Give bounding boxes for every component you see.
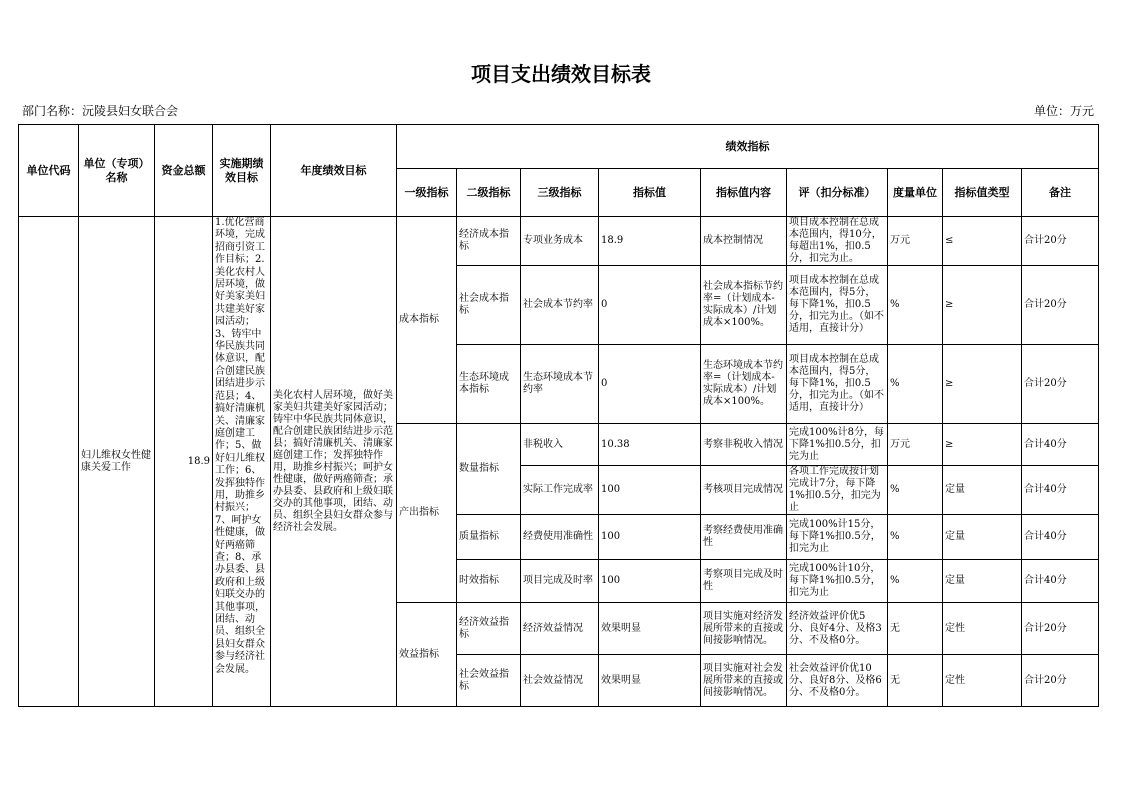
content-cell: 生态环境成本节约率=（计划成本-实际成本）/计划成本×100%。 [701,345,787,424]
level1-cost: 成本指标 [397,217,457,424]
content-cell: 考核项目完成情况 [701,466,787,515]
header-value: 指标值 [599,169,701,217]
remark-cell: 合计20分 [1022,266,1099,345]
measure-unit-cell: 万元 [888,424,943,466]
remark-cell: 合计40分 [1022,424,1099,466]
content-cell: 成本控制情况 [701,217,787,266]
level2-cell: 社会效益指标 [457,655,521,707]
level3-cell: 项目完成及时率 [521,560,599,603]
level2-cell: 经济效益指标 [457,603,521,655]
header-annual-goal: 年度绩效目标 [271,125,397,217]
scoring-cell: 完成100%计15分，每下降1%扣0.5分，扣完为止 [787,515,888,560]
level3-cell: 实际工作完成率 [521,466,599,515]
content-cell: 社会成本指标节约率=（计划成本-实际成本）/计划成本×100%。 [701,266,787,345]
value-type-cell: 定量 [943,560,1022,603]
level3-cell: 专项业务成本 [521,217,599,266]
measure-unit-cell: 万元 [888,217,943,266]
content-cell: 考察项目完成及时性 [701,560,787,603]
remark-cell: 合计40分 [1022,560,1099,603]
header-period-goal: 实施期绩效目标 [213,125,271,217]
remark-cell: 合计20分 [1022,217,1099,266]
content-cell: 项目实施对经济发展所带来的直接或间接影响情况。 [701,603,787,655]
measure-unit-cell: % [888,266,943,345]
level2-cell: 经济成本指标 [457,217,521,266]
content-cell: 考察经费使用准确性 [701,515,787,560]
value-cell: 100 [599,466,701,515]
header-remark: 备注 [1022,169,1099,217]
table-row [19,217,1099,266]
scoring-cell: 项目成本控制在总成本范围内，得5分，每下降1%，扣0.5分，扣完为止。（如不适用，直接计分） [787,345,888,424]
value-cell: 10.38 [599,424,701,466]
level1-output: 产出指标 [397,424,457,603]
measure-unit-cell: 无 [888,603,943,655]
scoring-cell: 各项工作完成按计划完成计7分，每下降1%扣0.5分，扣完为止 [787,466,888,515]
measure-unit-cell: % [888,560,943,603]
remark-cell: 合计40分 [1022,466,1099,515]
remark-cell: 合计20分 [1022,603,1099,655]
remark-cell: 合计20分 [1022,345,1099,424]
scoring-cell: 项目成本控制在总成本范围内，得5分，每下降1%，扣0.5分，扣完为止。（如不适用，直接计分） [787,266,888,345]
level2-cell: 质量指标 [457,515,521,560]
level3-cell: 经济效益情况 [521,603,599,655]
header-unit-name: 单位（专项）名称 [79,125,155,217]
unit-name-cell: 妇儿维权女性健康关爱工作 [79,217,155,707]
period-goal-cell: 1.优化营商环境，完成招商引资工作目标；2.美化农村人居环境，做好美家美妇共建美好家园活动；3、铸牢中华民族共同体意识，配合创建民族团结进步示范县；4、搞好清廉机关、清廉家庭创建工作；5、做好妇儿维权工作；6、发挥独特作用，助推乡村振兴；7、呵护女性健康，做好两癌筛查；8、承办县委、县政府和上级妇联交办的其他事项，团结、动员、组织全县妇女群众参与经济社会发展。 [213,217,271,707]
value-cell: 100 [599,560,701,603]
level3-cell: 非税收入 [521,424,599,466]
level2-cell: 社会成本指标 [457,266,521,345]
scoring-cell: 社会效益评价优10分、良好8分、及格6分、不及格0分。 [787,655,888,707]
value-cell: 100 [599,515,701,560]
measure-unit-cell: % [888,345,943,424]
value-cell: 0 [599,266,701,345]
page-title: 项目支出绩效目标表 [471,62,651,86]
level1-benefit: 效益指标 [397,603,457,707]
header-unit-code: 单位代码 [19,125,79,217]
header-content: 指标值内容 [701,169,787,217]
scoring-cell: 完成100%计10分，每下降1%扣0.5分，扣完为止 [787,560,888,603]
value-type-cell: ≥ [943,266,1022,345]
measure-unit-cell: 无 [888,655,943,707]
header-measure-unit: 度量单位 [888,169,943,217]
header-scoring: 评（扣分标准） [787,169,888,217]
level2-cell: 数量指标 [457,424,521,515]
level2-cell: 时效指标 [457,560,521,603]
remark-cell: 合计40分 [1022,515,1099,560]
measure-unit-cell: % [888,466,943,515]
unit-code-cell [19,217,79,707]
content-cell: 项目实施对社会发展所带来的直接或间接影响情况。 [701,655,787,707]
value-cell: 0 [599,345,701,424]
currency-unit: 单位：万元 [1033,104,1094,118]
level3-cell: 经费使用准确性 [521,515,599,560]
value-type-cell: 定性 [943,603,1022,655]
scoring-cell: 经济效益评价优5分、良好4分、及格3分、不及格0分。 [787,603,888,655]
header-value-type: 指标值类型 [943,169,1022,217]
performance-table [18,124,1099,707]
value-cell: 效果明显 [599,655,701,707]
value-type-cell: 定量 [943,515,1022,560]
measure-unit-cell: % [888,515,943,560]
content-cell: 考察非税收入情况 [701,424,787,466]
scoring-cell: 完成100%计8分，每下降1%扣0.5分，扣完为止 [787,424,888,466]
department-name: 部门名称：沅陵县妇女联合会 [22,104,179,118]
value-cell: 18.9 [599,217,701,266]
annual-goal-cell: 美化农村人居环境，做好美家美妇共建美好家园活动；铸牢中华民族共同体意识，配合创建民族团结进步示范县；搞好清廉机关、清廉家庭创建工作；发挥独特作用，助推乡村振兴；呵护女性健康，做好两癌筛查；承办县委、县政府和上级妇联交办的其他事项，团结、动员、组织全县妇女群众参与经济社会发展。 [271,217,397,707]
value-cell: 效果明显 [599,603,701,655]
header-level1: 一级指标 [397,169,457,217]
header-indicators: 绩效指标 [397,125,1099,169]
value-type-cell: ≤ [943,217,1022,266]
level3-cell: 社会成本节约率 [521,266,599,345]
header-level3: 三级指标 [521,169,599,217]
total-funds-cell: 18.9 [155,217,213,707]
value-type-cell: 定性 [943,655,1022,707]
value-type-cell: 定量 [943,466,1022,515]
header-level2: 二级指标 [457,169,521,217]
level3-cell: 社会效益情况 [521,655,599,707]
scoring-cell: 项目成本控制在总成本范围内，得10分，每超出1%，扣0.5分，扣完为止。 [787,217,888,266]
header-total-funds: 资金总额 [155,125,213,217]
level2-cell: 生态环境成本指标 [457,345,521,424]
value-type-cell: ≥ [943,345,1022,424]
value-type-cell: ≥ [943,424,1022,466]
remark-cell: 合计20分 [1022,655,1099,707]
level3-cell: 生态环境成本节约率 [521,345,599,424]
